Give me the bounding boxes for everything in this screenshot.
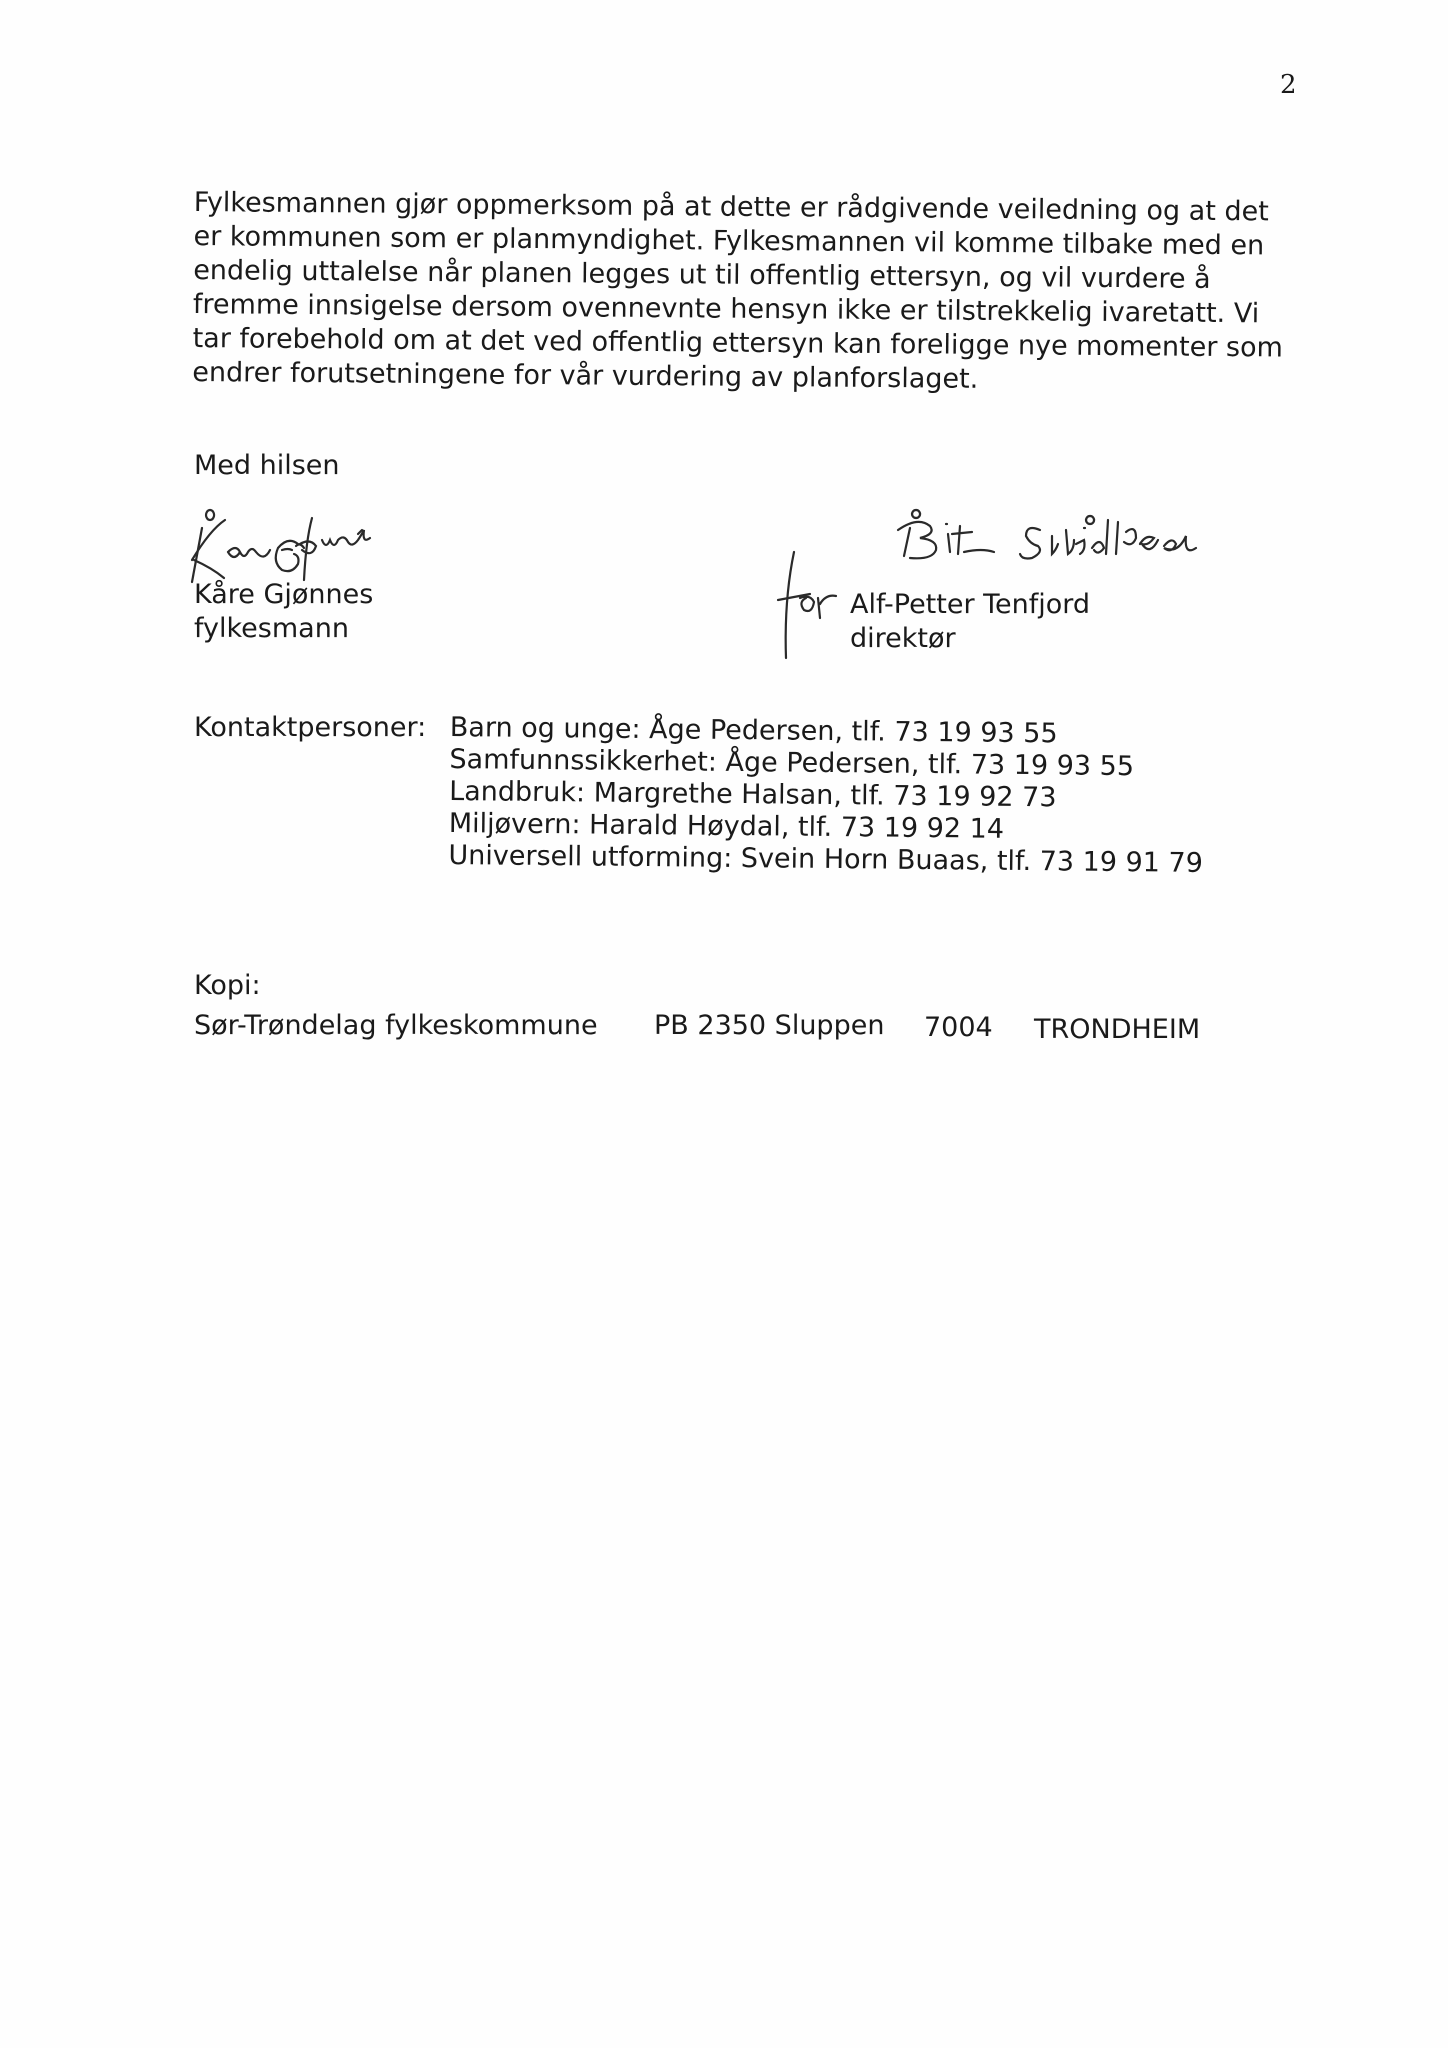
- page-number: 2: [1280, 70, 1297, 100]
- contact-item: Landbruk: Margrethe Halsan, tlf. 73 19 92 73: [449, 775, 1057, 814]
- handwritten-signature-left: [180, 500, 450, 590]
- copy-city: TRONDHEIM: [1034, 1014, 1201, 1045]
- contact-item: Universell utforming: Svein Horn Buaas, tlf. 73 19 91 79: [448, 839, 1204, 879]
- body-line: tar forebehold om at det ved offentlig ettersyn kan foreligge nye momenter som: [192, 322, 1283, 364]
- body-paragraph: [192, 186, 1294, 400]
- signatory-right-title: direktør: [850, 623, 956, 654]
- copy-recipient: Sør-Trøndelag fylkeskommune: [194, 1010, 598, 1041]
- signatory-left-title: fylkesmann: [194, 613, 349, 644]
- greeting: Med hilsen: [194, 450, 340, 481]
- copy-address: PB 2350 Sluppen: [654, 1010, 885, 1041]
- contact-item: Samfunnssikkerhet: Åge Pedersen, tlf. 73 19 93 55: [449, 743, 1135, 783]
- contact-item: Miljøvern: Harald Høydal, tlf. 73 19 92 14: [448, 807, 1005, 845]
- body-line: endrer forutsetningene for vår vurdering av planforslaget.: [192, 356, 979, 395]
- handwritten-signature-right: [840, 500, 1240, 590]
- contacts-label: Kontaktpersoner:: [194, 712, 427, 743]
- contact-item: Barn og unge: Åge Pedersen, tlf. 73 19 93 55: [449, 712, 1058, 750]
- for-mark: [770, 540, 850, 660]
- body-line: er kommunen som er planmyndighet. Fylkesmannen vil komme tilbake med en: [193, 220, 1265, 262]
- signatory-left-name: Kåre Gjønnes: [194, 579, 374, 610]
- body-line: fremme innsigelse dersom ovennevnte hensyn ikke er tilstrekkelig ivaretatt. Vi: [192, 288, 1260, 330]
- copy-postcode: 7004: [924, 1012, 993, 1043]
- contacts-list: [448, 712, 1204, 880]
- copy-label: Kopi:: [194, 970, 261, 1001]
- signatory-right-name: Alf-Petter Tenfjord: [850, 589, 1091, 620]
- body-line: endelig uttalelse når planen legges ut til offentlig ettersyn, og vil vurdere å: [193, 254, 1211, 295]
- body-line: Fylkesmannen gjør oppmerksom på at dette er rådgivende veiledning og at det: [193, 186, 1269, 228]
